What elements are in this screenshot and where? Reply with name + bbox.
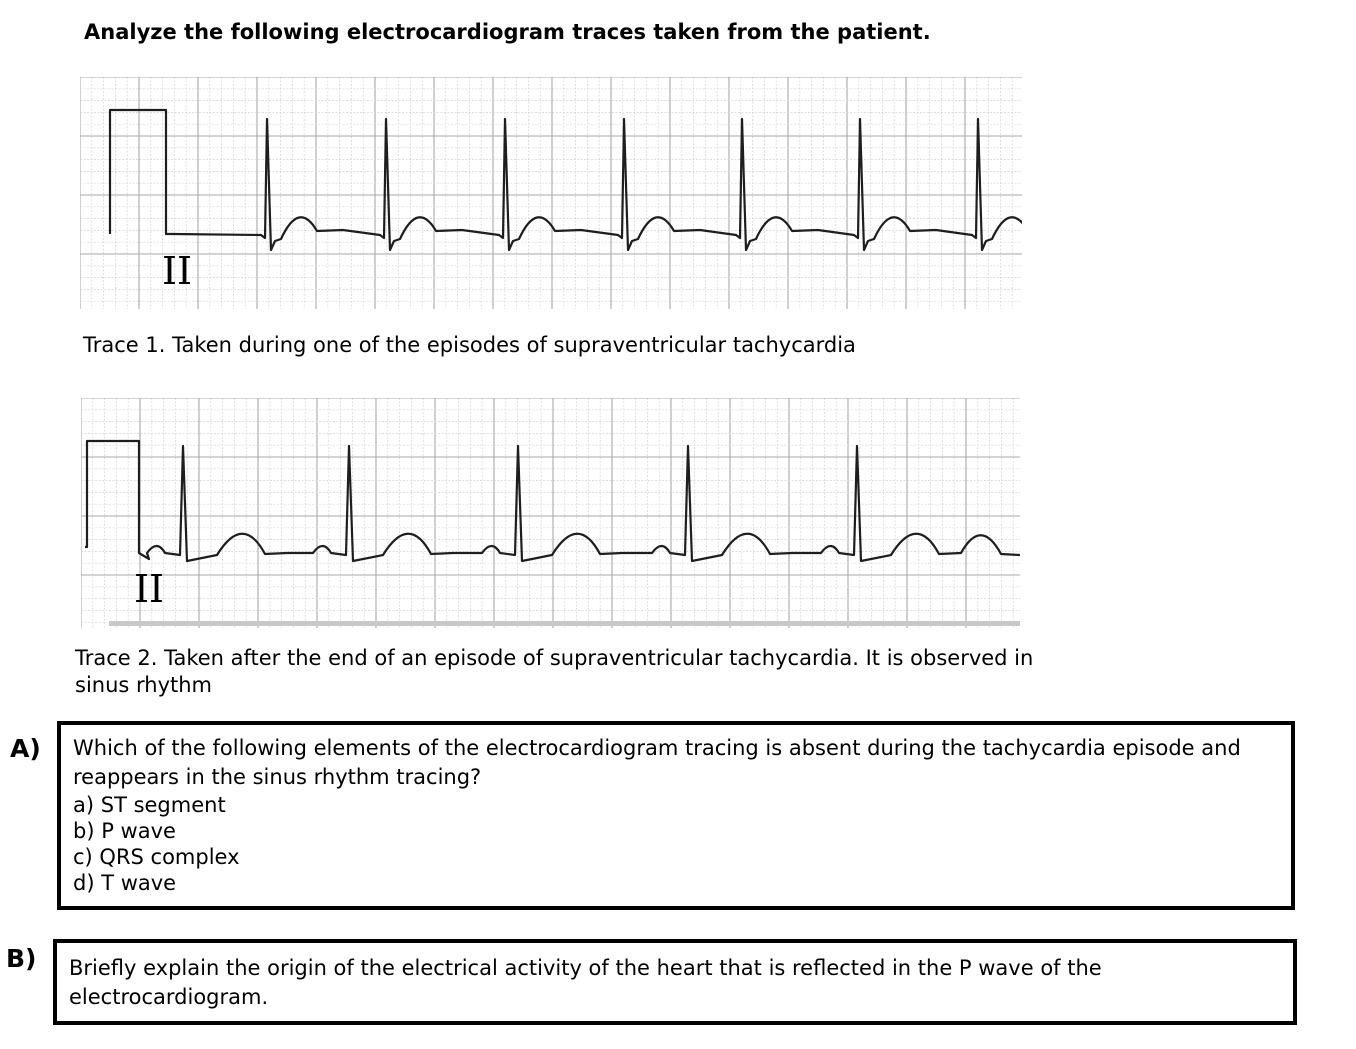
- question-a-box: [57, 721, 1295, 910]
- option-b[interactable]: b) P wave: [73, 819, 176, 843]
- ecg-grid-1: [80, 77, 1022, 309]
- option-d[interactable]: d) T wave: [73, 871, 177, 895]
- ecg-trace-2: [81, 398, 1020, 628]
- ecg-grid-2: [81, 398, 1020, 628]
- question-b-box: [53, 939, 1297, 1025]
- trace-1-caption: Trace 1. Taken during one of the episodes of supraventricular tachycardia: [83, 333, 856, 357]
- ecg-trace-1: [80, 77, 1022, 309]
- question-b-text: Briefly explain the origin of the electrical activity of the heart that is reflected in the P wave of the electrocardiogram.: [69, 956, 1102, 1009]
- option-a[interactable]: a) ST segment: [73, 793, 226, 817]
- question-a-label: A): [10, 734, 41, 763]
- page-heading: Analyze the following electrocardiogram traces taken from the patient.: [84, 20, 931, 44]
- trace-2-caption: Trace 2. Taken after the end of an episode of supraventricular tachycardia. It is observed in sinus rhythm: [75, 646, 1034, 697]
- ecg-waveform-1: [110, 110, 1022, 250]
- option-c[interactable]: c) QRS complex: [73, 845, 240, 869]
- question-a-options: [73, 792, 1279, 896]
- lead-label-2: II: [134, 567, 165, 611]
- lead-label-1: II: [162, 249, 193, 293]
- question-b-label: B): [6, 944, 37, 973]
- trace-2-bottom-bar: [109, 621, 1020, 626]
- question-a-text: Which of the following elements of the electrocardiogram tracing is absent during the tachycardia episode and reappears in the sinus rhythm tracing?: [73, 736, 1241, 789]
